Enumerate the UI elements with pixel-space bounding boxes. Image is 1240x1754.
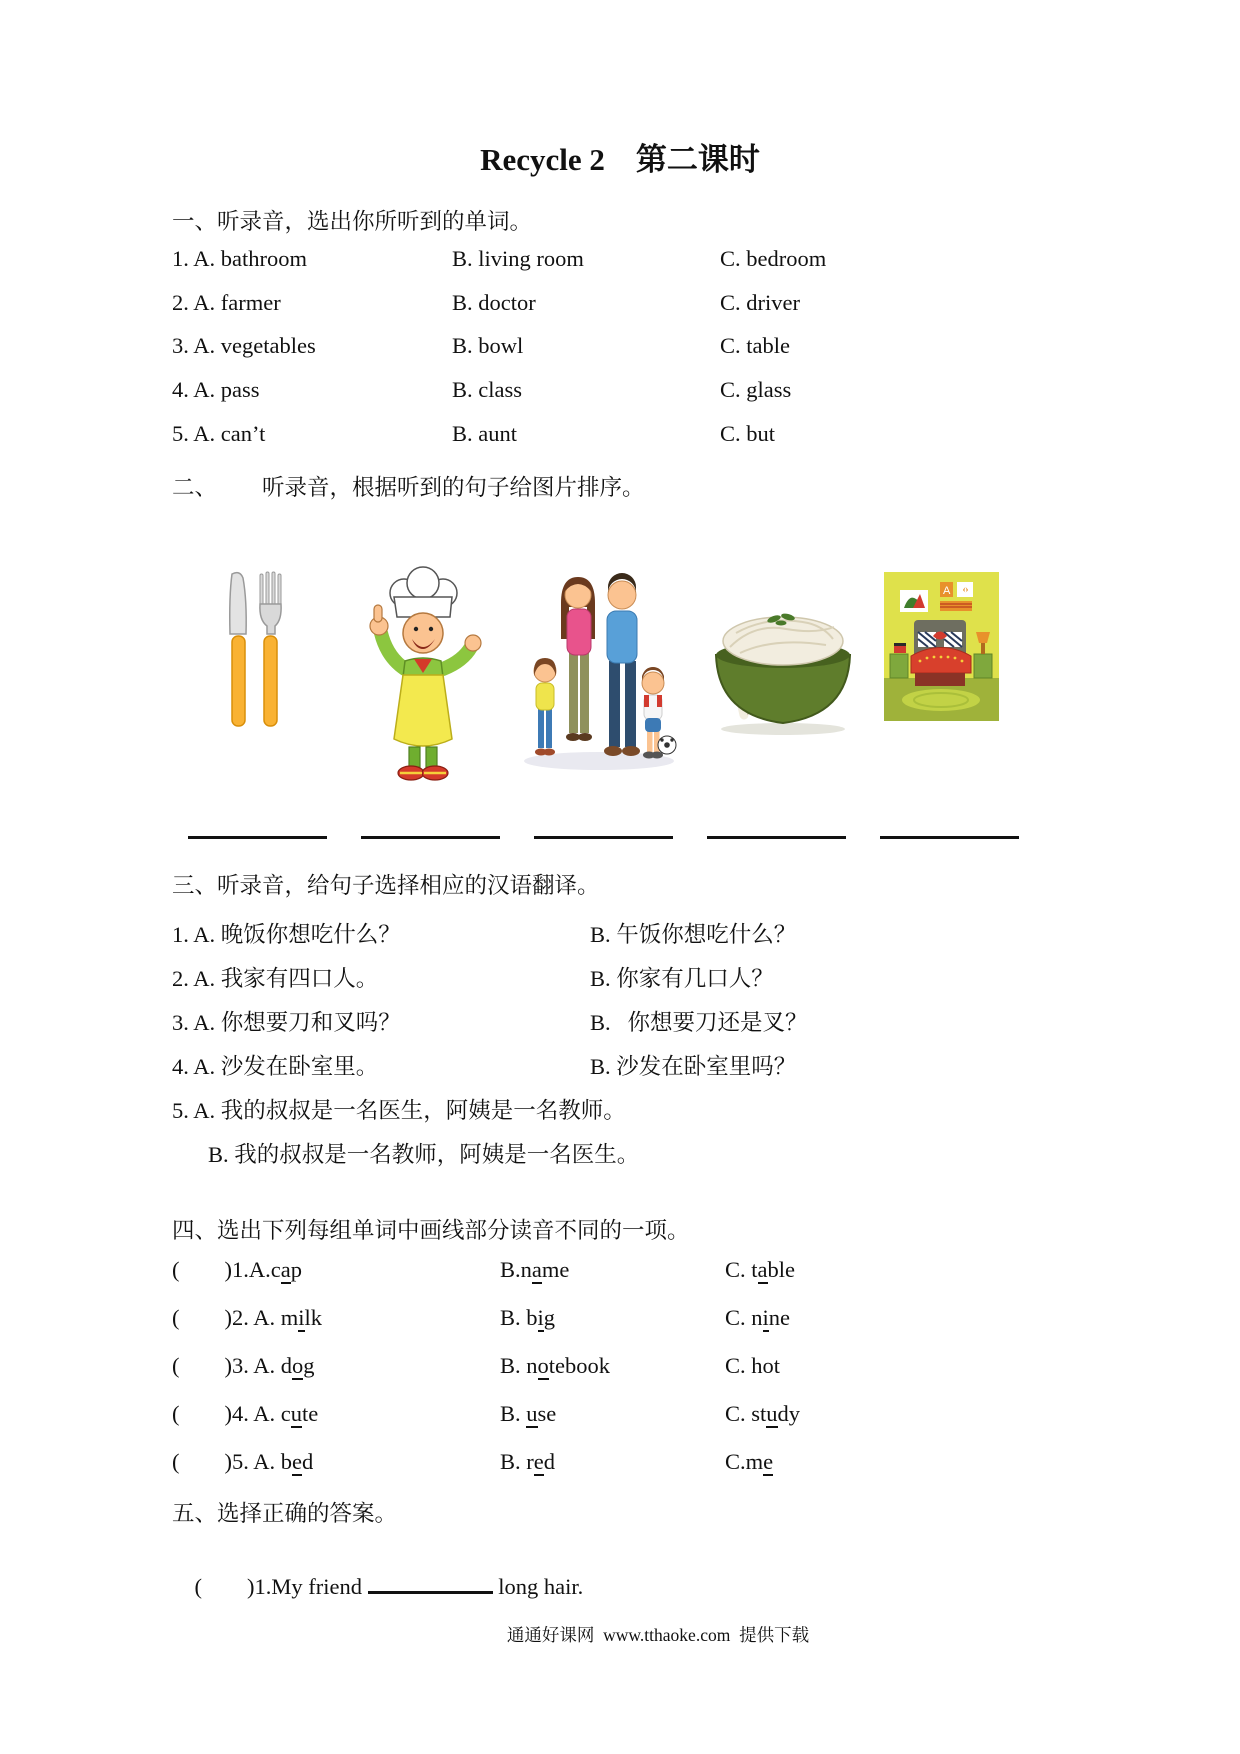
- option-cell: 3. A. vegetables: [172, 333, 316, 359]
- option-cell: 5. A. can’t: [172, 420, 266, 446]
- answer-blank[interactable]: [880, 820, 1019, 839]
- word-part: ble: [767, 1257, 796, 1282]
- word-part: ne: [768, 1305, 791, 1330]
- underlined-letter: e: [763, 1449, 774, 1474]
- word-part: ( )1.A.c: [172, 1257, 281, 1282]
- underlined-letter: o: [292, 1353, 304, 1378]
- phonics-option: [172, 1401, 500, 1427]
- word-part: lk: [304, 1305, 323, 1330]
- word-part: C. hot: [725, 1353, 781, 1378]
- word-part: ( )3. A. d: [172, 1353, 292, 1378]
- option-cell: C. glass: [720, 376, 792, 402]
- svg-text:A: A: [943, 585, 951, 597]
- option-cell: B. 沙发在卧室里吗？: [590, 1054, 797, 1079]
- word-part: B.n: [500, 1257, 532, 1282]
- word-part: B. n: [500, 1353, 538, 1378]
- family-icon: [521, 565, 678, 775]
- option-cell: 1. A. bathroom: [172, 245, 307, 271]
- underlined-letter: e: [292, 1449, 302, 1474]
- option-cell: B. living room: [452, 245, 584, 271]
- mom: [561, 577, 595, 741]
- phonics-option: [172, 1257, 500, 1283]
- word-part: C.m: [725, 1449, 764, 1474]
- underlined-letter: u: [290, 1401, 302, 1426]
- knife-and-fork-image: [224, 568, 286, 734]
- answer-blank[interactable]: [707, 820, 846, 839]
- phonics-option: [500, 1353, 725, 1379]
- option-cell: B. 午饭你想吃什么？: [590, 922, 797, 947]
- noodle-bowl-icon: [706, 597, 860, 737]
- phonics-option: [500, 1305, 725, 1331]
- question-text: ( )1.My friend: [194, 1574, 368, 1599]
- noodle-bowl-image: [706, 597, 860, 737]
- section1-heading: 一、听录音，选出你所听到的单词。: [172, 209, 533, 234]
- word-part: ( )4. A. c: [172, 1401, 291, 1426]
- option-cell: C. but: [720, 420, 776, 446]
- question-row: [172, 1548, 583, 1626]
- word-part: g: [543, 1305, 556, 1330]
- knife-and-fork-icon: [224, 568, 286, 734]
- daughter: [534, 658, 556, 756]
- phonics-option: [725, 1257, 1092, 1283]
- word-part: tebook: [548, 1353, 611, 1378]
- answer-blank[interactable]: [534, 820, 673, 839]
- underlined-letter: e: [533, 1449, 544, 1474]
- word-part: g: [303, 1353, 315, 1378]
- word-part: B. r: [500, 1449, 534, 1474]
- underlined-letter: i: [762, 1305, 769, 1330]
- option-cell: B. doctor: [452, 289, 536, 315]
- word-part: te: [301, 1401, 319, 1426]
- word-part: dy: [777, 1401, 801, 1426]
- option-cell: 4. A. 沙发在卧室里。: [172, 1054, 379, 1079]
- page-title: Recycle 2 第二课时: [480, 142, 760, 177]
- phonics-option: [725, 1305, 1092, 1331]
- option-cell: B. 你想要刀还是叉？: [590, 1010, 808, 1035]
- phonics-option: [172, 1353, 500, 1379]
- word-part: B. b: [500, 1305, 538, 1330]
- word-part: C. st: [725, 1401, 767, 1426]
- option-cell: 1. A. 晚饭你想吃什么？: [172, 922, 401, 947]
- phonics-option: [172, 1449, 500, 1475]
- option-cell: C. bedroom: [720, 245, 827, 271]
- word-part: ( )2. A. m: [172, 1305, 299, 1330]
- answer-blank[interactable]: [361, 820, 500, 839]
- underlined-letter: u: [766, 1401, 778, 1426]
- word-part: d: [543, 1449, 555, 1474]
- word-part: C. t: [725, 1257, 758, 1282]
- chef-icon: [359, 563, 487, 789]
- phonics-option: [725, 1353, 1092, 1379]
- option-cell: 3. A. 你想要刀和叉吗？: [172, 1010, 401, 1035]
- phonics-option: [172, 1305, 500, 1331]
- underlined-letter: a: [280, 1257, 291, 1282]
- section4-heading: 四、选出下列每组单词中画线部分读音不同的一项。: [172, 1218, 690, 1243]
- question-text: long hair.: [492, 1574, 584, 1599]
- phonics-option: [500, 1449, 725, 1475]
- underlined-letter: o: [537, 1353, 549, 1378]
- option-cell: C. driver: [720, 289, 800, 315]
- word-part: C. n: [725, 1305, 763, 1330]
- bedroom-image: [884, 572, 999, 721]
- section2-heading: 二、 听录音，根据听到的句子给图片排序。: [172, 475, 645, 500]
- chef-image: [359, 563, 487, 789]
- word-part: me: [541, 1257, 570, 1282]
- option-cell: 4. A. pass: [172, 376, 260, 402]
- section3-options: [172, 911, 1092, 1175]
- family-image: [521, 565, 678, 775]
- footer-text: 通通好课网 www.tthaoke.com 提供下载: [506, 1625, 810, 1645]
- phonics-option: [500, 1401, 725, 1427]
- word-part: B.: [500, 1401, 527, 1426]
- section1-options: [172, 237, 1092, 455]
- section3-heading: 三、听录音，给句子选择相应的汉语翻译。: [172, 873, 600, 898]
- option-cell: B. bowl: [452, 333, 524, 359]
- word-part: p: [290, 1257, 302, 1282]
- underlined-letter: a: [531, 1257, 542, 1282]
- option-cell: 2. A. 我家有四口人。: [172, 966, 379, 991]
- phonics-option: [725, 1401, 1092, 1427]
- phonics-option: [500, 1257, 725, 1283]
- section4-options: [172, 1246, 1092, 1486]
- section5-heading: 五、选择正确的答案。: [172, 1501, 398, 1526]
- option-cell: 2. A. farmer: [172, 289, 281, 315]
- option-cell: B. class: [452, 376, 522, 402]
- word-part: d: [302, 1449, 314, 1474]
- underlined-letter: i: [537, 1305, 544, 1330]
- answer-blank[interactable]: [188, 820, 327, 839]
- word-part: ( )5. A. b: [172, 1449, 292, 1474]
- option-cell: B. aunt: [452, 420, 517, 446]
- picture-row: [168, 555, 1078, 800]
- word-part: se: [537, 1401, 557, 1426]
- option-cell: C. table: [720, 333, 790, 359]
- answer-blank[interactable]: [368, 1588, 493, 1594]
- phonics-option: [725, 1449, 1092, 1475]
- underlined-letter: a: [757, 1257, 768, 1282]
- option-cell: 5. A. 我的叔叔是一名医生，阿姨是一名教师。: [172, 1098, 626, 1123]
- underlined-letter: i: [298, 1305, 305, 1330]
- bedroom-icon: [884, 572, 999, 721]
- dad: [604, 573, 640, 756]
- son: [642, 667, 676, 759]
- option-cell: B. 你家有几口人？: [590, 966, 774, 991]
- option-cell: B. 我的叔叔是一名教师，阿姨是一名医生。: [208, 1142, 640, 1167]
- answer-blank-row: [188, 820, 1019, 839]
- underlined-letter: u: [526, 1401, 538, 1426]
